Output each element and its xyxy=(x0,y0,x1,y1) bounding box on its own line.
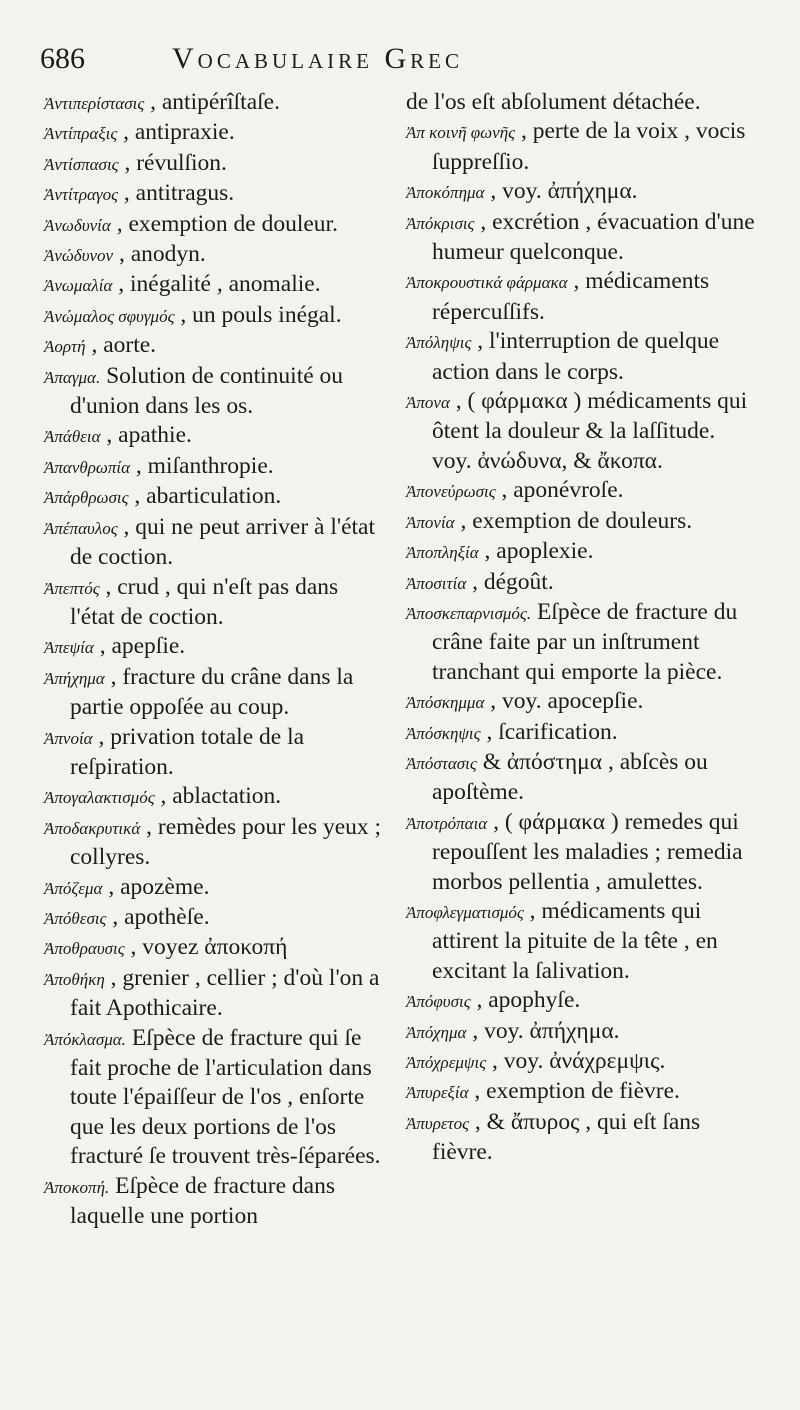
dictionary-entry xyxy=(44,240,388,270)
dictionary-entry xyxy=(44,331,388,361)
entry-definition: , & ἄπυρος , qui eſt ſans fièvre. xyxy=(432,1108,701,1166)
dictionary-entry xyxy=(44,1172,388,1232)
dictionary-entry xyxy=(44,118,388,148)
entry-headword: Ἀπόστασις xyxy=(406,753,477,773)
entry-definition: , voy. ἀνάχρεμψις. xyxy=(492,1048,666,1074)
entry-headword: Ἀπάθεια xyxy=(44,427,101,447)
dictionary-entry xyxy=(44,1024,388,1172)
entry-headword: Ἀπόσκηψις xyxy=(406,723,481,743)
entry-definition: , miſanthropie. xyxy=(135,452,274,479)
dictionary-entry xyxy=(406,808,760,897)
entry-headword: Ἀπυρεξία xyxy=(406,1083,469,1103)
entry-definition: , crud , qui n'eſt pas dans l'état de coction. xyxy=(70,573,339,630)
dictionary-entry xyxy=(406,88,760,117)
dictionary-entry xyxy=(44,513,388,573)
dictionary-entry xyxy=(44,663,388,723)
entry-headword: Ἀπ κοινῆ φωνῆς xyxy=(406,123,516,143)
entry-definition: , grenier , cellier ; d'où l'on a fait Apothicaire. xyxy=(70,964,380,1022)
page-number: 686 xyxy=(40,42,85,75)
entry-headword: Ἀποδακρυτικά xyxy=(44,818,141,838)
entry-headword: Ἀνώμαλος σφυγμός xyxy=(44,306,175,326)
dictionary-entry xyxy=(44,452,388,482)
dictionary-entry xyxy=(44,301,388,331)
dictionary-entry xyxy=(406,1077,760,1107)
dictionary-entry xyxy=(44,933,388,963)
dictionary-entry xyxy=(406,1047,760,1077)
dictionary-entry xyxy=(406,1108,760,1168)
entry-definition: , antipérîſtaſe. xyxy=(150,89,280,115)
entry-headword: Ἀπυρετος xyxy=(406,1113,470,1133)
entry-headword: Ἀπόθεσις xyxy=(44,908,107,928)
dictionary-entry xyxy=(44,813,388,873)
dictionary-entry xyxy=(406,387,760,476)
page-header xyxy=(40,42,760,92)
entry-headword: Ἀπήχημα xyxy=(44,668,105,688)
dictionary-entry xyxy=(406,117,760,177)
entry-definition: , apathie. xyxy=(106,422,192,449)
entry-definition: , apozème. xyxy=(108,873,210,900)
entry-definition: & ἀπόστημα , abſcès ou apoſtème. xyxy=(432,748,708,806)
dictionary-entry xyxy=(406,598,760,687)
dictionary-entry xyxy=(44,270,388,300)
entry-headword: Ἀποκοπή. xyxy=(44,1177,110,1197)
entry-headword: Ἀντιπερίστασις xyxy=(44,94,145,113)
dictionary-entry xyxy=(44,573,388,633)
entry-headword: Ἀποφλεγματισμός xyxy=(406,902,524,922)
entry-definition: , apoplexie. xyxy=(484,538,594,565)
entry-definition: , perte de la voix , vocis ſuppreſſio. xyxy=(432,118,746,175)
right-column xyxy=(406,88,760,1168)
entry-definition: , voyez ἀποκοπή xyxy=(130,934,288,961)
entry-definition: , exemption de douleur. xyxy=(116,210,338,237)
entry-headword: Ἀντίτραγος xyxy=(44,185,119,205)
entry-headword: Ἀπόσκημμα xyxy=(406,693,485,713)
dictionary-entry xyxy=(44,964,388,1024)
dictionary-entry xyxy=(406,208,760,268)
dictionary-entry xyxy=(406,177,760,207)
entry-headword: Ἀπογαλακτισμός xyxy=(44,788,155,808)
entry-definition: , voy. ἀπήχημα. xyxy=(490,178,638,205)
entry-definition: Eſpèce de fracture du crâne faite par un inſtrument tranchant qui emporte la pièce. xyxy=(432,598,738,685)
entry-headword: Ἀπόληψις xyxy=(406,333,472,353)
entry-headword: Ἀπνοία xyxy=(44,728,93,748)
entry-definition: , apothèſe. xyxy=(112,903,210,930)
entry-definition: , ſcarification. xyxy=(486,718,618,745)
entry-definition: , apophyſe. xyxy=(476,987,581,1014)
entry-headword: Ἀπονία xyxy=(406,512,455,532)
entry-headword: Ἀπονα xyxy=(406,393,450,413)
entry-headword: Ἀορτή xyxy=(44,337,86,357)
dictionary-entry xyxy=(406,986,760,1016)
entry-headword: Ἀνώδυνον xyxy=(44,246,114,266)
entry-headword: Ἀνωδυνία xyxy=(44,215,111,235)
entry-headword: Ἀπανθρωπία xyxy=(44,457,131,477)
entry-definition: , antipraxie. xyxy=(123,119,235,146)
entry-headword: Ἀπέπαυλος xyxy=(44,518,118,538)
entry-definition: , inégalité , anomalie. xyxy=(118,271,321,298)
entry-definition: Eſpèce de fracture dans laquelle une portion xyxy=(70,1172,335,1230)
dictionary-entry xyxy=(406,748,760,808)
dictionary-entry xyxy=(406,327,760,387)
entry-headword: Ἀποσκεπαρνισμός. xyxy=(406,603,532,623)
dictionary-entry xyxy=(44,179,388,209)
left-column xyxy=(44,88,388,1231)
entry-definition: , ablactation. xyxy=(160,783,282,810)
entry-headword: Ἀποκόπημα xyxy=(406,183,485,203)
entry-definition: de l'os eſt abſolument détachée. xyxy=(406,89,701,115)
entry-headword: Ἀνωμαλία xyxy=(44,276,113,296)
entry-definition: , ( φάρμακα ) remedes qui repouſſent les maladies ; remedia morbos pellentia , amulettes. xyxy=(432,808,743,895)
dictionary-entry xyxy=(406,718,760,748)
entry-definition: Solution de continuité ou d'union dans les os. xyxy=(70,362,344,420)
entry-headword: Ἀπόφυσις xyxy=(406,992,471,1012)
dictionary-entry xyxy=(44,362,388,422)
entry-headword: Ἀποσιτία xyxy=(406,573,467,593)
entry-headword: Ἀπόκρισις xyxy=(406,213,475,233)
dictionary-entry xyxy=(44,421,388,451)
dictionary-entry xyxy=(44,723,388,783)
dictionary-entry xyxy=(44,88,388,118)
running-title: Vocabulaire Grec xyxy=(172,42,464,75)
entry-definition: , privation totale de la reſpiration. xyxy=(70,723,305,780)
dictionary-entry xyxy=(406,507,760,537)
entry-definition: Eſpèce de fracture qui ſe fait proche de l'articulation dans toute l'épaiſſeur de l'os , enſorte que les deux portions de l'os fracturé ſe trouvent très-ſéparées. xyxy=(70,1024,381,1170)
entry-headword: Ἀπόχημα xyxy=(406,1022,467,1042)
dictionary-entry xyxy=(44,210,388,240)
entry-definition: , antitragus. xyxy=(123,180,235,207)
entry-definition: , aorte. xyxy=(91,332,157,359)
entry-headword: Ἀπαγμα. xyxy=(44,367,101,387)
dictionary-entry xyxy=(406,1017,760,1047)
dictionary-entry xyxy=(44,482,388,512)
entry-headword: Ἀπονεύρωσις xyxy=(406,482,496,502)
entry-headword: Ἀποθήκη xyxy=(44,969,105,989)
dictionary-entry xyxy=(44,782,388,812)
entry-definition: , dégoût. xyxy=(472,568,554,595)
dictionary-entry xyxy=(406,897,760,986)
entry-definition: , l'interruption de quelque action dans le corps. xyxy=(432,328,720,385)
entry-definition: , un pouls inégal. xyxy=(180,301,342,328)
entry-headword: Ἀπόχρεμψις xyxy=(406,1053,487,1072)
entry-headword: Ἀπάρθρωσις xyxy=(44,488,129,508)
entry-headword: Ἀπεψία xyxy=(44,638,94,658)
entry-definition: , exemption de fièvre. xyxy=(474,1078,680,1105)
dictionary-entry xyxy=(44,632,388,662)
entry-definition: , aponévroſe. xyxy=(501,477,624,504)
entry-definition: , remèdes pour les yeux ; collyres. xyxy=(70,813,382,871)
entry-definition: , qui ne peut arriver à l'état de coction. xyxy=(70,513,376,571)
entry-headword: Ἀπόζεμα xyxy=(44,878,103,898)
entry-definition: , fracture du crâne dans la partie oppoſée au coup. xyxy=(70,663,354,721)
entry-headword: Ἀντίσπασις xyxy=(44,154,119,174)
entry-headword: Ἀποπληξία xyxy=(406,543,479,563)
entry-definition: , voy. ἀπήχημα. xyxy=(472,1017,620,1044)
dictionary-entry xyxy=(406,687,760,717)
entry-definition: , anodyn. xyxy=(118,241,206,268)
entry-definition: , excrétion , évacuation d'une humeur quelconque. xyxy=(432,208,755,266)
entry-definition: , ( φάρμακα ) médicaments qui ôtent la douleur & la laſſitude. voy. ἀνώδυνα, & ἄκοπα. xyxy=(432,388,748,474)
entry-definition: , médicaments qui attirent la pituite de la tête , en excitant la ſalivation. xyxy=(432,897,718,984)
dictionary-entry xyxy=(44,903,388,933)
entry-headword: Ἀποτρόπαια xyxy=(406,813,488,833)
dictionary-entry xyxy=(44,149,388,179)
entry-headword: Ἀπεπτός xyxy=(44,578,100,598)
entry-headword: Ἀποκρουστικά φάρμακα xyxy=(406,273,568,293)
entry-definition: , apepſie. xyxy=(99,633,186,660)
dictionary-entry xyxy=(406,537,760,567)
entry-definition: , voy. apocepſie. xyxy=(490,688,644,715)
entry-definition: , abarticulation. xyxy=(134,483,282,510)
dictionary-entry xyxy=(406,568,760,598)
entry-headword: Ἀποθραυσις xyxy=(44,939,125,959)
dictionary-entry xyxy=(406,267,760,327)
entry-headword: Ἀπόκλασμα. xyxy=(44,1029,126,1049)
entry-definition: , médicaments répercuſſifs. xyxy=(432,268,710,325)
entry-definition: , révulſion. xyxy=(124,149,227,176)
dictionary-entry xyxy=(44,873,388,903)
entry-definition: , exemption de douleurs. xyxy=(460,507,693,534)
entry-headword: Ἀντίπραξις xyxy=(44,124,118,144)
dictionary-entry xyxy=(406,476,760,506)
